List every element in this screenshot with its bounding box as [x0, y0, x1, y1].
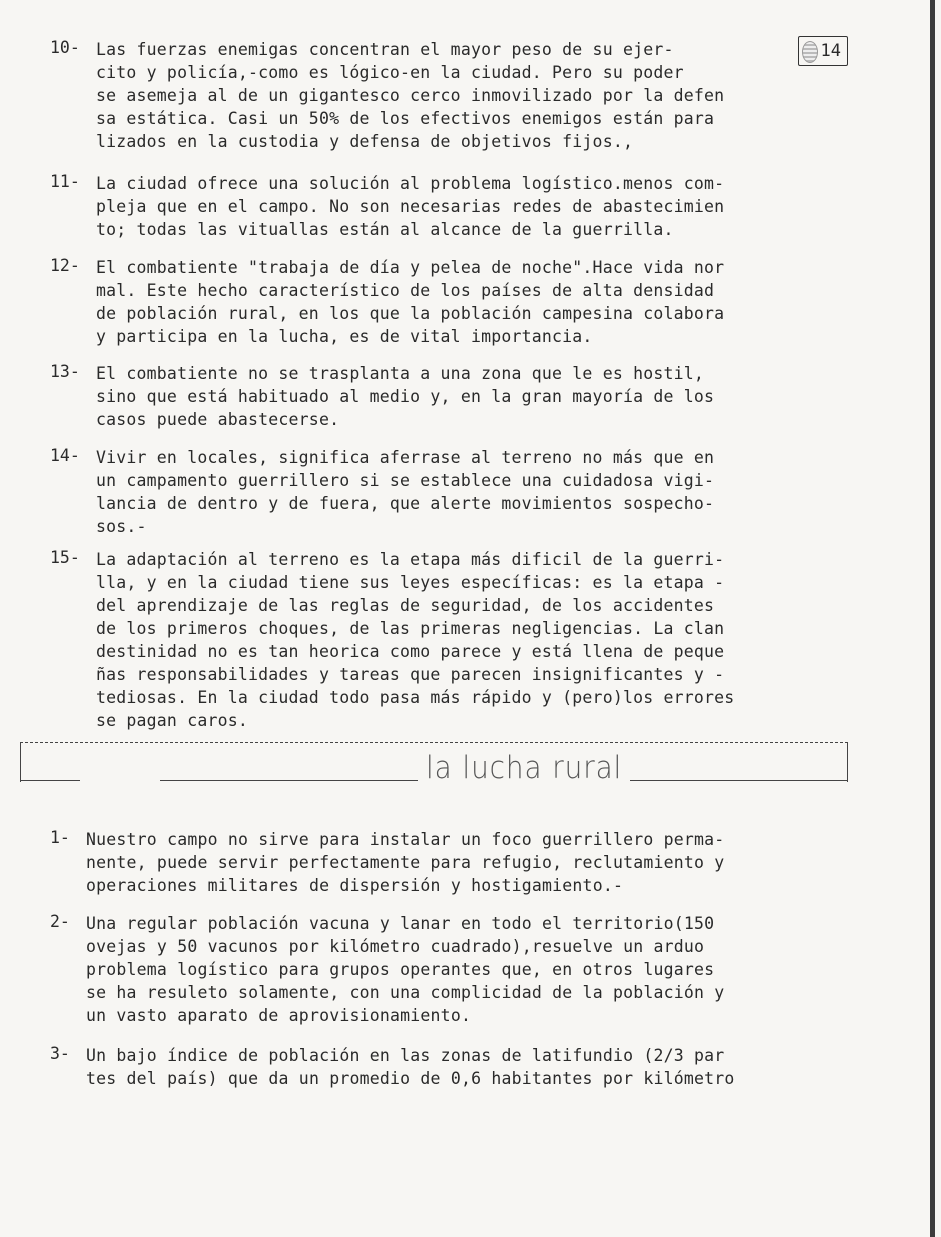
section-divider [20, 742, 848, 786]
text-line: sos.- [96, 517, 147, 536]
text-line: ñas responsabilidades y tareas que parecen insignificantes y - [96, 665, 725, 684]
item-number: 12- [50, 256, 80, 275]
text-line: Un bajo índice de población en las zonas de latifundio (2/3 par [86, 1046, 725, 1065]
text-line: tes del país) que da un promedio de 0,6 habitantes por kilómetro [86, 1069, 735, 1088]
item-text [96, 446, 856, 538]
text-line: El combatiente no se trasplanta a una zona que le es hostil, [96, 364, 705, 383]
page-edge-shadow [930, 0, 935, 1237]
text-line: un vasto aparato de aprovisionamiento. [86, 1006, 472, 1025]
text-line: cito y policía,-como es lógico-en la ciudad. Pero su poder [96, 63, 684, 82]
item-text [96, 172, 856, 241]
text-line: lla, y en la ciudad tiene sus leyes específicas: es la etapa - [96, 573, 725, 592]
text-line: Nuestro campo no sirve para instalar un foco guerrillero perma- [86, 830, 725, 849]
divider-rule [20, 780, 80, 781]
text-line: de los primeros choques, de las primeras negligencias. La clan [96, 619, 725, 638]
text-line: se asemeja al de un gigantesco cerco inmovilizado por la defen [96, 86, 725, 105]
text-line: La ciudad ofrece una solución al problema logístico.menos com- [96, 174, 725, 193]
text-line: casos puede abastecerse. [96, 410, 340, 429]
page-number: 14 [820, 41, 841, 61]
text-line: de población rural, en los que la población campesina colabora [96, 304, 725, 323]
divider-rule [630, 780, 848, 781]
text-line: lancia de dentro y de fuera, que alerte movimientos sospecho- [96, 494, 715, 513]
text-line: del aprendizaje de las reglas de seguridad, de los accidentes [96, 596, 715, 615]
text-line: destinidad no es tan heorica como parece y está llena de peque [96, 642, 725, 661]
text-line: sino que está habituado al medio y, en la gran mayoría de los [96, 387, 715, 406]
section-title: la lucha rural [426, 750, 623, 786]
item-text [96, 548, 856, 732]
text-line: El combatiente "trabaja de día y pelea de noche".Hace vida nor [96, 258, 725, 277]
text-line: ovejas y 50 vacunos por kilómetro cuadrado),resuelve un arduo [86, 937, 705, 956]
text-line: problema logístico para grupos operantes que, en otros lugares [86, 960, 715, 979]
text-line: un campamento guerrillero si se establece una cuidadosa vigi- [96, 471, 715, 490]
item-text [96, 362, 856, 431]
item-number: 10- [50, 38, 80, 57]
item-number: 2- [50, 912, 70, 931]
text-line: se ha resuleto solamente, con una complicidad de la población y [86, 983, 725, 1002]
text-line: pleja que en el campo. No son necesarias redes de abastecimien [96, 197, 725, 216]
item-number: 14- [50, 446, 80, 465]
text-line: to; todas las vituallas están al alcance de la guerrilla. [96, 220, 674, 239]
item-number: 15- [50, 548, 80, 567]
item-number: 1- [50, 828, 70, 847]
text-line: y participa en la lucha, es de vital importancia. [96, 327, 593, 346]
text-line: tediosas. En la ciudad todo pasa más rápido y (pero)los errores [96, 688, 735, 707]
text-line: sa estática. Casi un 50% de los efectivos enemigos están para [96, 109, 715, 128]
item-number: 11- [50, 172, 80, 191]
item-number: 3- [50, 1044, 70, 1063]
divider-rule [160, 780, 418, 781]
item-text [96, 256, 856, 348]
item-number: 13- [50, 362, 80, 381]
divider-left-rule [20, 742, 21, 782]
text-line: lizados en la custodia y defensa de objetivos fijos., [96, 132, 634, 151]
item-text [86, 912, 846, 1027]
text-line: Una regular población vacuna y lanar en todo el territorio(150 [86, 914, 715, 933]
item-text [96, 38, 856, 153]
text-line: mal. Este hecho característico de los países de alta densidad [96, 281, 715, 300]
text-line: Las fuerzas enemigas concentran el mayor peso de su ejer- [96, 40, 674, 59]
text-line: operaciones militares de dispersión y hostigamiento.- [86, 876, 624, 895]
divider-top-rule [20, 742, 848, 743]
divider-right-rule [847, 742, 848, 782]
text-line: se pagan caros. [96, 711, 249, 730]
item-text [86, 1044, 846, 1090]
text-line: La adaptación al terreno es la etapa más dificil de la guerri- [96, 550, 725, 569]
text-line: Vivir en locales, significa aferrase al terreno no más que en [96, 448, 715, 467]
text-line: nente, puede servir perfectamente para refugio, reclutamiento y [86, 853, 725, 872]
item-text [86, 828, 846, 897]
